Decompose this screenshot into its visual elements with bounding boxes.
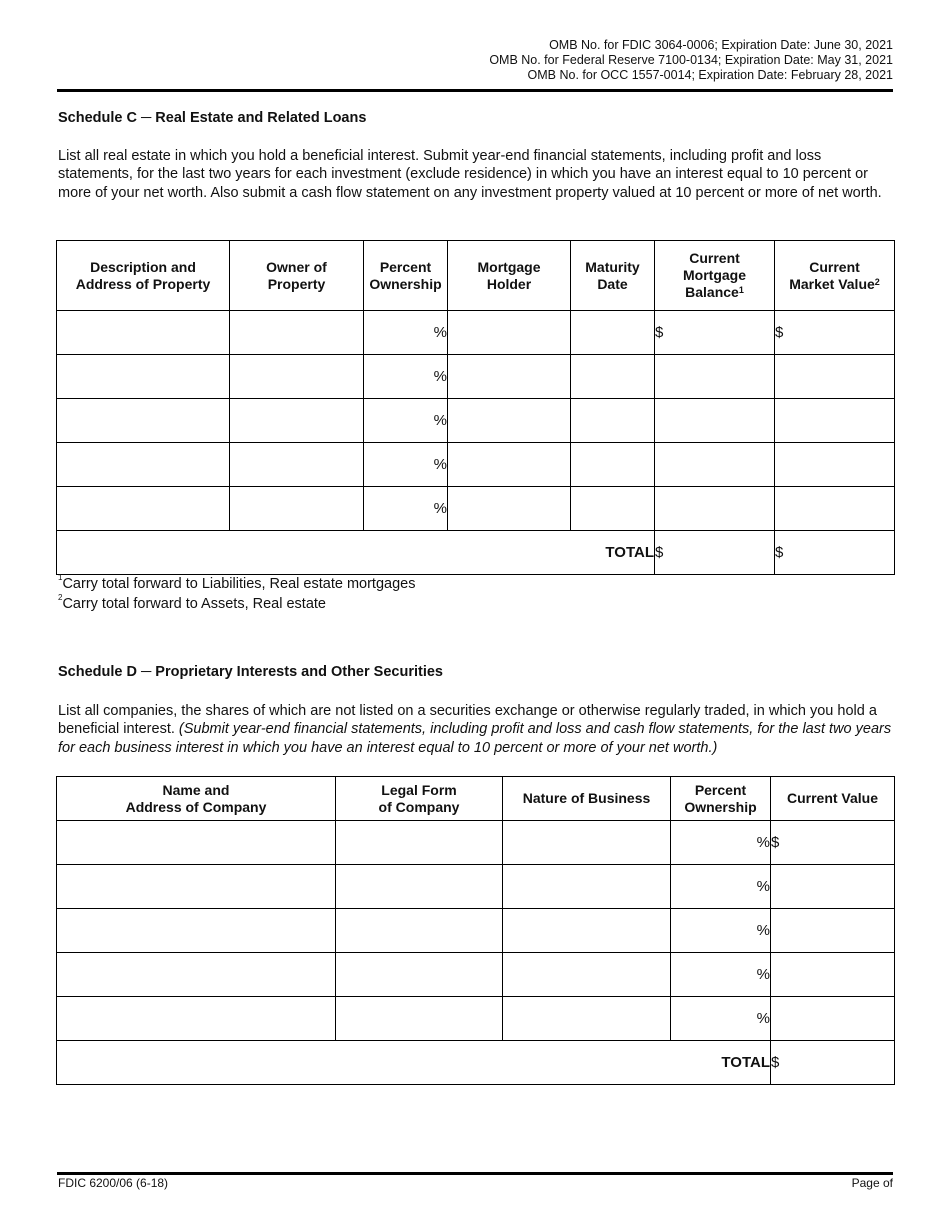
table-header-row	[57, 241, 895, 311]
schedule-c-intro: List all real estate in which you hold a beneficial interest. Submit year-end financial statements, including profit and loss statements, for the last two years for each investment (exclude residence) in which you have an interest equal to 10 percent or more of your net worth. Also submit a cash flow statement on any investment property valued at 10 percent or more of net worth.	[58, 148, 882, 201]
mortgage-holder-input[interactable]	[448, 355, 571, 399]
total-balance-input[interactable]: $	[655, 531, 775, 575]
legal-form-input[interactable]	[336, 953, 503, 997]
percent-input[interactable]: %	[671, 909, 771, 953]
owner-input[interactable]	[230, 443, 364, 487]
nature-input[interactable]	[503, 821, 671, 865]
total-label: TOTAL	[57, 531, 655, 575]
description-input[interactable]	[57, 355, 230, 399]
maturity-input[interactable]	[571, 443, 655, 487]
owner-input[interactable]	[230, 311, 364, 355]
col-nature-of-business: Nature of Business	[503, 777, 671, 821]
current-value-input[interactable]	[771, 953, 895, 997]
description-input[interactable]	[57, 443, 230, 487]
owner-input[interactable]	[230, 487, 364, 531]
total-market-value-input[interactable]: $	[775, 531, 895, 575]
page-number: Page of	[851, 1176, 893, 1190]
percent-input[interactable]: %	[364, 355, 448, 399]
table-row	[57, 953, 895, 997]
balance-input[interactable]	[655, 355, 775, 399]
nature-input[interactable]	[503, 909, 671, 953]
percent-input[interactable]: %	[364, 311, 448, 355]
table-row	[57, 399, 895, 443]
top-rule	[57, 89, 893, 92]
col-current-value: Current Value	[771, 777, 895, 821]
market-value-input[interactable]	[775, 487, 895, 531]
percent-input[interactable]: %	[671, 953, 771, 997]
schedule-c-title: Schedule C ─ Real Estate and Related Loans	[58, 110, 367, 126]
legal-form-input[interactable]	[336, 909, 503, 953]
company-name-input[interactable]	[57, 909, 336, 953]
percent-input[interactable]: %	[364, 399, 448, 443]
company-name-input[interactable]	[57, 821, 336, 865]
table-row	[57, 443, 895, 487]
footnote-1: $^1$Carry total forward to Liabilities, Real estate mortgages	[58, 573, 416, 592]
col-mortgage-holder: Mortgage Holder	[448, 241, 571, 311]
real-estate-table	[56, 240, 895, 575]
market-value-input[interactable]	[775, 443, 895, 487]
owner-input[interactable]	[230, 355, 364, 399]
current-value-input[interactable]	[771, 909, 895, 953]
description-input[interactable]	[57, 311, 230, 355]
legal-form-input[interactable]	[336, 997, 503, 1041]
col-owner: Owner of Property	[230, 241, 364, 311]
legal-form-input[interactable]	[336, 821, 503, 865]
current-value-input[interactable]	[771, 997, 895, 1041]
owner-input[interactable]	[230, 399, 364, 443]
current-value-input[interactable]: $	[771, 821, 895, 865]
table-row	[57, 909, 895, 953]
legal-form-input[interactable]	[336, 865, 503, 909]
bottom-rule	[57, 1172, 893, 1175]
current-value-input[interactable]	[771, 865, 895, 909]
table-row	[57, 487, 895, 531]
schedule-d-title: Schedule D ─ Proprietary Interests and Other Securities	[58, 664, 443, 680]
table-row	[57, 865, 895, 909]
omb-fdic: OMB No. for FDIC 3064-0006; Expiration Date: June 30, 2021	[549, 38, 893, 52]
col-legal-form: Legal Form of Company	[336, 777, 503, 821]
col-percent-ownership: Percent Ownership	[364, 241, 448, 311]
description-input[interactable]	[57, 487, 230, 531]
total-row	[57, 1041, 895, 1085]
percent-input[interactable]: %	[671, 821, 771, 865]
maturity-input[interactable]	[571, 399, 655, 443]
maturity-input[interactable]	[571, 355, 655, 399]
mortgage-holder-input[interactable]	[448, 487, 571, 531]
market-value-input[interactable]: $	[775, 311, 895, 355]
proprietary-interests-table	[56, 776, 895, 1085]
schedule-d-intro: List all companies, the shares of which are not listed on a securities exchange or otherwise regularly traded, in which you hold a beneficial interest. (Submit year-end financial statements, including profit and loss and cash flow statements, for the last two years for each business interest in which you have an interest equal to 10 percent or more of your net worth.)	[58, 703, 892, 756]
mortgage-holder-input[interactable]	[448, 399, 571, 443]
percent-input[interactable]: %	[671, 865, 771, 909]
nature-input[interactable]	[503, 865, 671, 909]
table-row	[57, 997, 895, 1041]
omb-notice	[489, 38, 893, 83]
col-market-value: Current Market Value$^2$	[775, 241, 895, 311]
total-value-input[interactable]: $	[771, 1041, 895, 1085]
col-maturity-date: Maturity Date	[571, 241, 655, 311]
footnote-2: $^2$Carry total forward to Assets, Real estate	[58, 593, 326, 612]
balance-input[interactable]	[655, 487, 775, 531]
mortgage-holder-input[interactable]	[448, 311, 571, 355]
maturity-input[interactable]	[571, 487, 655, 531]
col-description: Description and Address of Property	[57, 241, 230, 311]
market-value-input[interactable]	[775, 355, 895, 399]
market-value-input[interactable]	[775, 399, 895, 443]
balance-input[interactable]	[655, 399, 775, 443]
total-row	[57, 531, 895, 575]
table-row	[57, 821, 895, 865]
omb-occ: OMB No. for OCC 1557-0014; Expiration Date: February 28, 2021	[527, 68, 893, 82]
col-percent-ownership: Percent Ownership	[671, 777, 771, 821]
balance-input[interactable]: $	[655, 311, 775, 355]
col-company-name: Name and Address of Company	[57, 777, 336, 821]
percent-input[interactable]: %	[364, 443, 448, 487]
company-name-input[interactable]	[57, 997, 336, 1041]
mortgage-holder-input[interactable]	[448, 443, 571, 487]
percent-input[interactable]: %	[364, 487, 448, 531]
total-label: TOTAL	[57, 1041, 771, 1085]
form-number: FDIC 6200/06 (6-18)	[58, 1176, 169, 1190]
nature-input[interactable]	[503, 997, 671, 1041]
company-name-input[interactable]	[57, 865, 336, 909]
company-name-input[interactable]	[57, 953, 336, 997]
maturity-input[interactable]	[571, 311, 655, 355]
nature-input[interactable]	[503, 953, 671, 997]
balance-input[interactable]	[655, 443, 775, 487]
description-input[interactable]	[57, 399, 230, 443]
table-row	[57, 311, 895, 355]
omb-federal-reserve: OMB No. for Federal Reserve 7100-0134; Expiration Date: May 31, 2021	[489, 53, 893, 67]
col-mortgage-balance: Current Mortgage Balance$^1$	[655, 241, 775, 311]
table-header-row	[57, 777, 895, 821]
percent-input[interactable]: %	[671, 997, 771, 1041]
table-row	[57, 355, 895, 399]
